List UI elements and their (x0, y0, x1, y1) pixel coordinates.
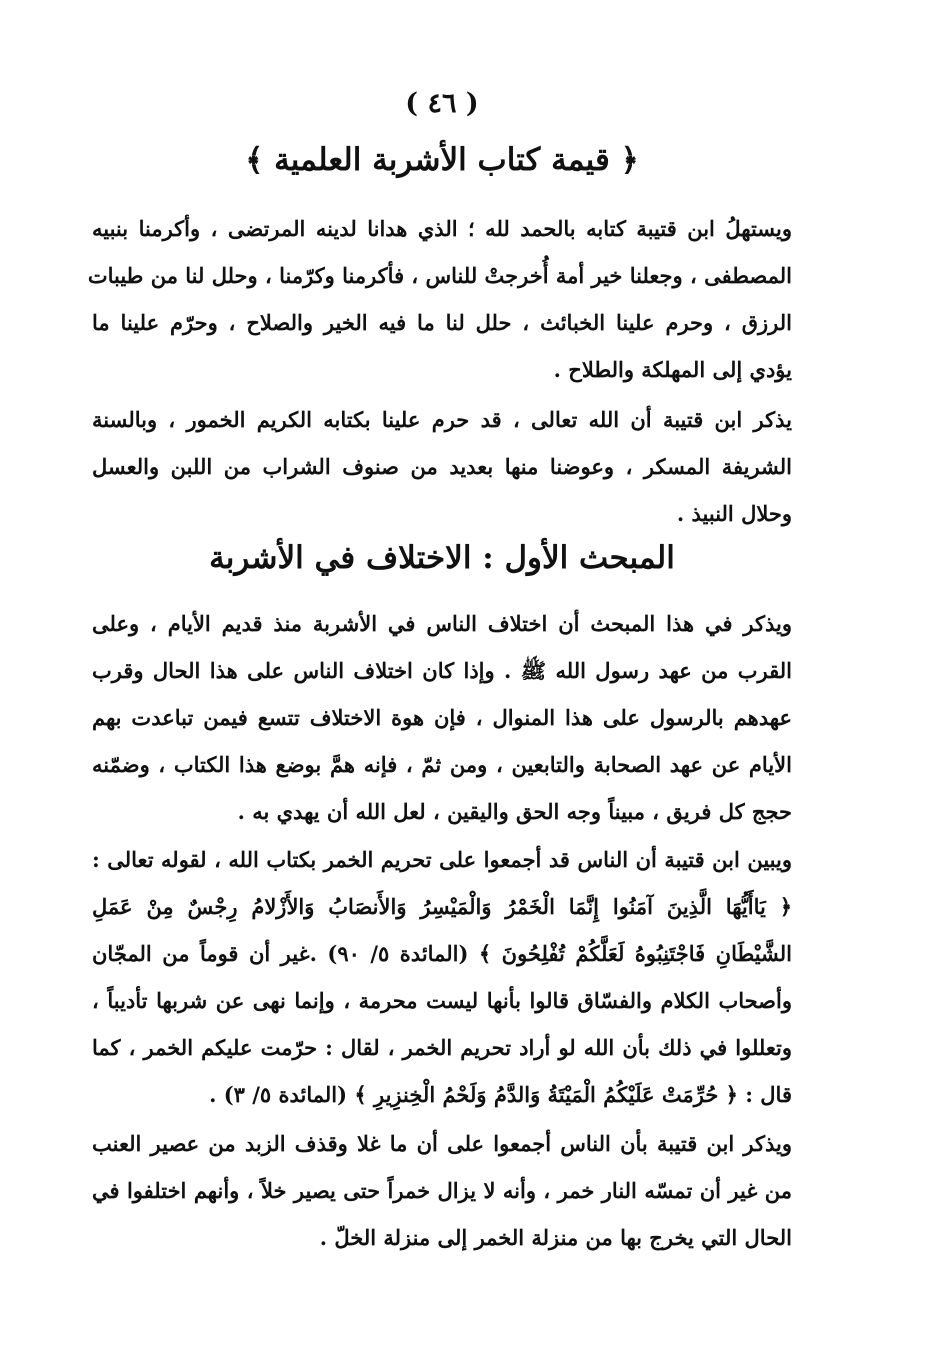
paragraph-disagreement (92, 600, 792, 835)
paragraph-line: قال : ﴿ حُرِّمَتْ عَلَيْكُمُ الْمَيْتَةُ وَالدَّمُ وَلَحْمُ الْخِنزِيرِ ﴾ (المائدة ٥/ ٣) . (209, 1082, 792, 1107)
paragraph-line: حجج كل فريق ، مبيناً وجه الحق واليقين ، لعل الله أن يهدي به . (237, 799, 792, 824)
page-number: ( ٤٦ ) (405, 88, 479, 119)
paragraph-line: الحال التي يخرج بها من منزلة الخمر إلى منزلة الخلّ . (319, 1225, 792, 1250)
paragraph-line: الأيام عن عهد الصحابة والتابعين ، ومن ثمّ ، فإنه همَّ بوضع هذا الكتاب ، وضمّنه (92, 752, 792, 777)
paragraph-line: ويبين ابن قتيبة أن الناس قد أجمعوا على تحريم الخمر بكتاب الله ، لقوله تعالى : (92, 847, 792, 872)
paragraph-line: الشريفة المسكر ، وعوضنا منها بعديد من صنوف الشراب من اللبن والعسل (92, 454, 792, 479)
paragraph-line: ويستهلُ ابن قتيبة كتابه بالحمد لله ؛ الذي هدانا لدينه المرتضى ، وأكرمنا بنبيه (92, 216, 792, 241)
page-title (92, 142, 792, 178)
paragraph-line: ويذكر ابن قتيبة بأن الناس أجمعوا على أن ما غلا وقذف الزبد من عصير العنب (92, 1131, 792, 1156)
paragraph-line: عهدهم بالرسول على هذا المنوال ، فإن هوة الاختلاف تتسع فيمن تباعدت بهم (92, 705, 792, 730)
paragraph-line: وحلال النبيذ . (676, 501, 792, 526)
book-page (87, 0, 793, 1364)
paragraph-line: من غير أن تمسّه النار خمر ، وأنه لا يزال خمراً حتى يصير خلاً ، وأنهم اختلفوا في (92, 1178, 792, 1203)
paragraph-line: وأصحاب الكلام والفسّاق قالوا بأنها ليست محرمة ، وإنما نهى عن شربها تأديباً ، (92, 988, 792, 1013)
title-text: قيمة كتاب الأشربة العلمية (274, 142, 610, 178)
paragraph-intro (87, 205, 792, 393)
paragraph-line: يذكر ابن قتيبة أن الله تعالى ، قد حرم علينا بكتابه الكريم الخمور ، وبالسنة (92, 407, 792, 432)
section-title: المبحث الأول : الاختلاف في الأشربة (209, 540, 675, 576)
paragraph-line: الرزق ، وحرم علينا الخبائث ، حلل لنا ما فيه الخير والصلاح ، وحرّم علينا ما (92, 310, 792, 335)
paragraph-line: ويذكر في هذا المبحث أن اختلاف الناس في الأشربة منذ قديم الأيام ، وعلى (92, 611, 792, 636)
title-open-bracket: ﴿ (620, 142, 639, 178)
paragraph-line: يؤدي إلى المهلكة والطلاح . (553, 357, 792, 382)
paragraph-line: وتعللوا في ذلك بأن الله لو أراد تحريم الخمر ، لقال : حرّمت عليكم الخمر ، كما (92, 1035, 792, 1060)
paragraph-prohibition (92, 396, 792, 537)
paragraph-line: المصطفى ، وجعلنا خير أمة أُخرجتْ للناس ، فأكرمنا وكرّمنا ، وحلل لنا من طيبات (87, 263, 792, 288)
title-close-bracket: ﴾ (245, 142, 264, 178)
paragraph-line: القرب من عهد رسول الله ﷺ . وإذا كان اختلاف الناس على هذا الحال وقرب (92, 658, 792, 683)
paragraph-grape-juice (92, 1120, 792, 1261)
paragraph-line: الشَّيْطَانِ فَاجْتَنِبُوهُ لَعَلَّكُمْ تُفْلِحُونَ ﴾ (المائدة ٥/ ٩٠) .غير أن قوماً من المجّان (92, 941, 793, 966)
paragraph-line: ﴿ يَاأَيُّهَا الَّذِينَ آمَنُوا إِنَّمَا الْخَمْرُ وَالْمَيْسِرُ وَالأَنصَابُ وَالأَزْلامُ رِجْسٌ مِنْ عَمَلِ (92, 894, 792, 919)
paragraph-quran-verse (92, 836, 792, 1118)
